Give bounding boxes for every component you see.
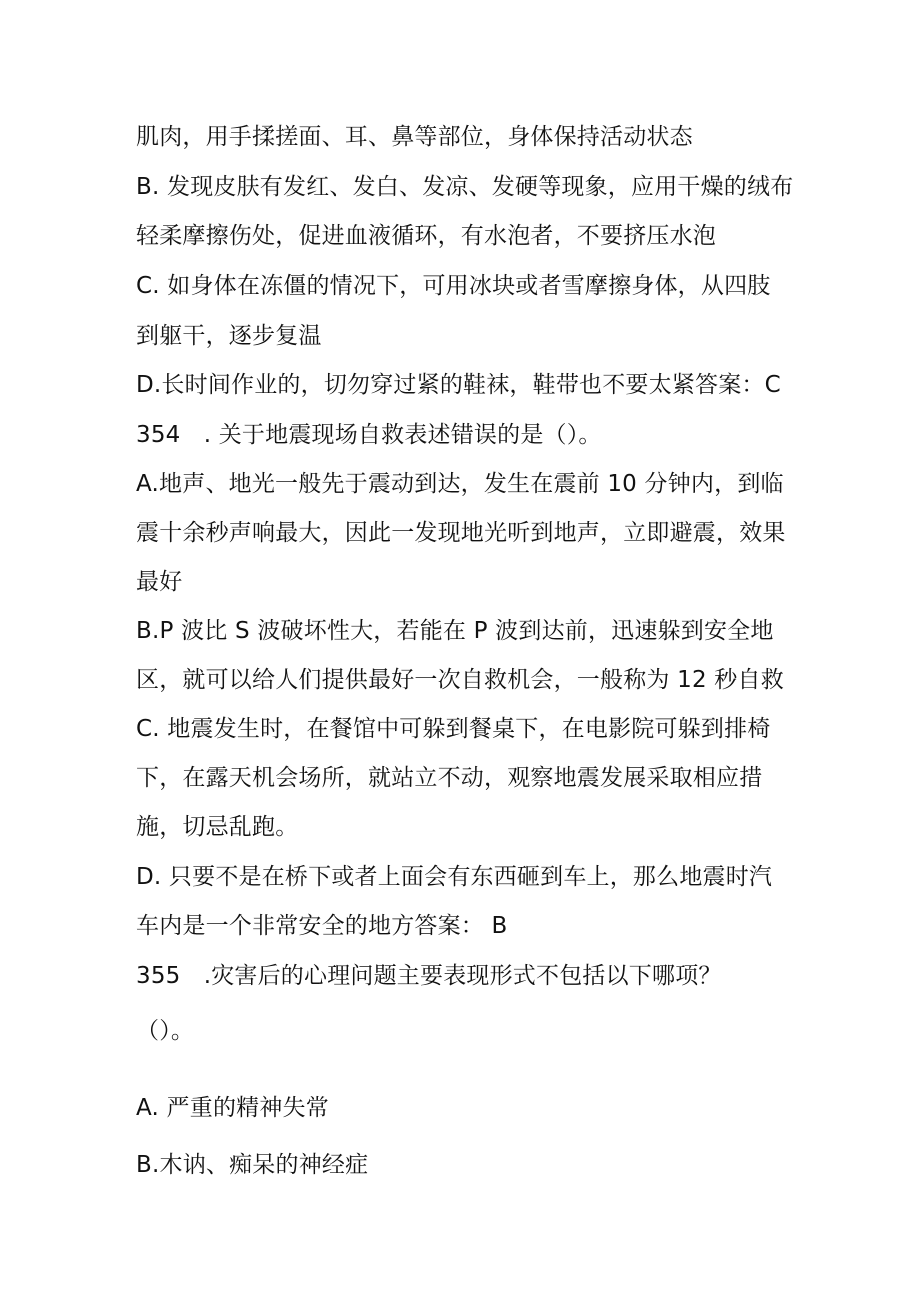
- text-line: 区，就可以给人们提供最好一次自救机会，一般称为 12 秒自救: [136, 667, 784, 693]
- question-354-title: 354 . 关于地震现场自救表述错误的是（）。: [136, 422, 602, 448]
- text-line: 震十余秒声响最大，因此一发现地光听到地声，立即避震，效果: [136, 520, 786, 546]
- text-line: C. 地震发生时，在餐馆中可躲到餐桌下，在电影院可躲到排椅: [136, 716, 771, 742]
- text-line: 轻柔摩擦伤处，促进血液循环，有水泡者，不要挤压水泡: [136, 223, 716, 249]
- text-line: 车内是一个非常安全的地方答案： B: [136, 913, 508, 939]
- question-355-title: 355 .灾害后的心理问题主要表现形式不包括以下哪项？: [136, 963, 722, 989]
- text-line: 施，切忌乱跑。: [136, 814, 299, 840]
- text-line: 最好: [136, 569, 183, 595]
- text-line: （）。: [136, 1018, 195, 1044]
- text-line: C. 如身体在冻僵的情况下，可用冰块或者雪摩擦身体，从四肢: [136, 273, 771, 299]
- text-line: B. 发现皮肤有发红、发白、发凉、发硬等现象，应用干燥的绒布: [136, 174, 794, 200]
- text-line: 肌肉，用手揉搓面、耳、鼻等部位，身体保持活动状态: [136, 124, 693, 150]
- text-line: A.地声、地光一般先于震动到达，发生在震前 10 分钟内，到临: [136, 471, 784, 497]
- text-line: 到躯干，逐步复温: [136, 323, 322, 349]
- text-line: A. 严重的精神失常: [136, 1095, 329, 1121]
- text-line: D.长时间作业的，切勿穿过紧的鞋袜，鞋带也不要太紧答案：C: [136, 372, 781, 398]
- text-line: 下，在露天机会场所，就站立不动，观察地震发展采取相应措: [136, 765, 763, 791]
- text-line: B.P 波比 S 波破坏性大，若能在 P 波到达前，迅速躲到安全地: [136, 618, 774, 644]
- text-line: B.木讷、痴呆的神经症: [136, 1152, 369, 1178]
- text-line: D. 只要不是在桥下或者上面会有东西砸到车上，那么地震时汽: [136, 864, 773, 890]
